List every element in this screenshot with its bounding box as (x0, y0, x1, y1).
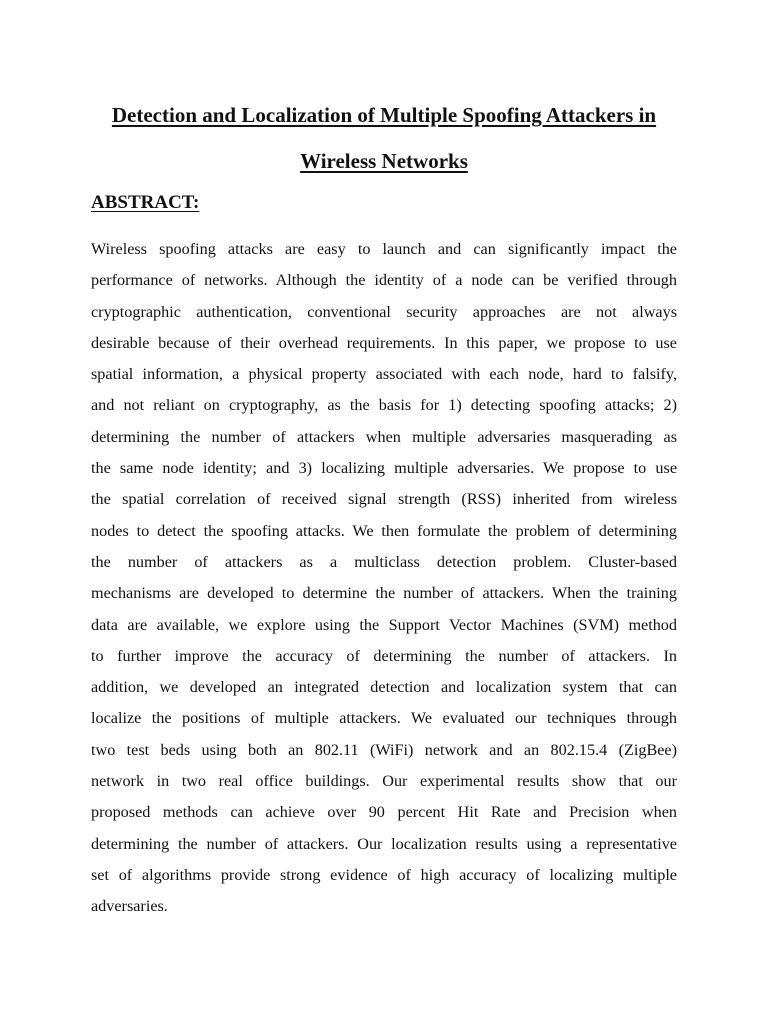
abstract-line: addition, we developed an integrated detection and localization system that can (91, 678, 677, 697)
abstract-line: determining the number of attackers when multiple adversaries masquerading as (91, 427, 677, 446)
abstract-line: data are available, we explore using the Support Vector Machines (SVM) method (91, 615, 677, 634)
abstract-line: determining the number of attackers. Our localization results using a representative (91, 834, 677, 853)
abstract-line: desirable because of their overhead requirements. In this paper, we propose to use (91, 333, 677, 352)
abstract-line: set of algorithms provide strong evidence of high accuracy of localizing multiple (91, 865, 677, 884)
abstract-line: localize the positions of multiple attackers. We evaluated our techniques through (91, 709, 677, 728)
abstract-line: adversaries. (91, 897, 168, 916)
abstract-line: two test beds using both an 802.11 (WiFi) network and an 802.15.4 (ZigBee) (91, 740, 677, 759)
abstract-heading: ABSTRACT: (91, 192, 200, 213)
abstract-line: the spatial correlation of received signal strength (RSS) inherited from wireless (91, 490, 677, 509)
abstract-line: spatial information, a physical property associated with each node, hard to falsify, (91, 365, 677, 384)
abstract-line: the number of attackers as a multiclass detection problem. Cluster-based (91, 552, 677, 571)
abstract-line: cryptographic authentication, conventional security approaches are not always (91, 302, 677, 321)
abstract-line: proposed methods can achieve over 90 percent Hit Rate and Precision when (91, 803, 677, 822)
abstract-line: nodes to detect the spoofing attacks. We then formulate the problem of determining (91, 521, 677, 540)
abstract-line: Wireless spoofing attacks are easy to launch and can significantly impact the (91, 240, 677, 258)
abstract-line: network in two real office buildings. Our experimental results show that our (91, 772, 677, 791)
title-line-1: Detection and Localization of Multiple Spoofing Attackers in (111, 103, 657, 127)
abstract-line: performance of networks. Although the identity of a node can be verified through (91, 271, 677, 290)
abstract-line: the same node identity; and 3) localizing multiple adversaries. We propose to use (91, 459, 677, 478)
document-title (60, 92, 708, 184)
abstract-line: to further improve the accuracy of determining the number of attackers. In (91, 646, 677, 665)
abstract-body (91, 234, 677, 923)
title-line-2: Wireless Networks (300, 149, 468, 173)
abstract-line: mechanisms are developed to determine the number of attackers. When the training (91, 584, 677, 603)
abstract-line: and not reliant on cryptography, as the basis for 1) detecting spoofing attacks; 2) (91, 396, 677, 415)
